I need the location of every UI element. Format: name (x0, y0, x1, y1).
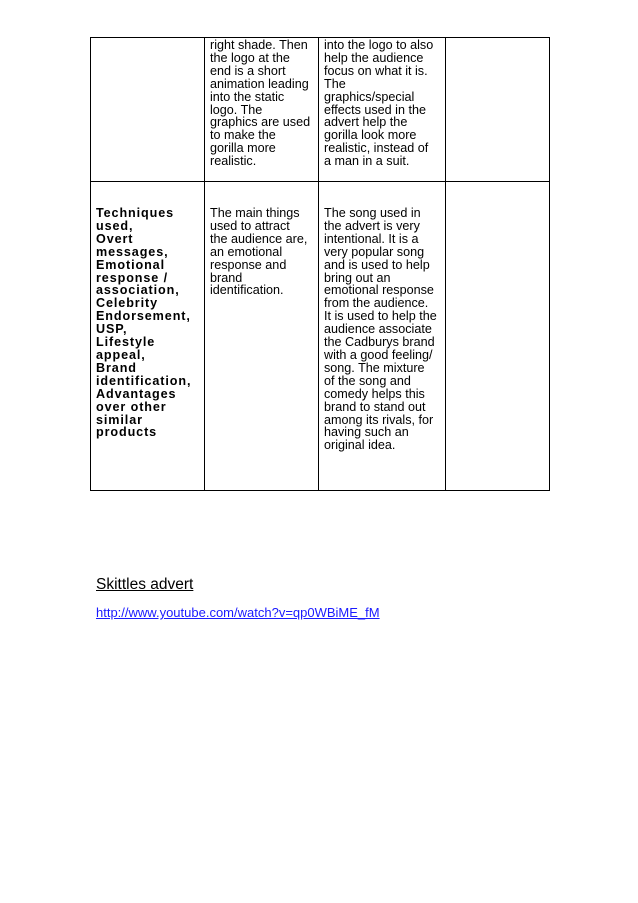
row-header-techniques: Techniques used, Overt messages, Emotional response / association, Celebrity Endorsement, USP, Lifestyle appeal, Brand identification, Advantages over other similar products (91, 182, 205, 491)
table-cell-row1-col3: into the logo to also help the audience focus on what it is. The graphics/special effects used in the advert help the gorilla look more realistic, instead of a man in a suit. (319, 38, 446, 182)
table-row (91, 38, 550, 182)
table-cell-row1-col1 (91, 38, 205, 182)
table-cell-row1-col4 (446, 38, 550, 182)
video-link[interactable]: http://www.youtube.com/watch?v=qp0WBiME_fM (96, 605, 380, 620)
table-cell-row2-col3: The song used in the advert is very intentional. It is a very popular song and is used to help bring out an emotional response from the audience. It is used to help the audience associate the Cadburys brand with a good feeling/ song. The mixture of the song and comedy helps this brand to stand out among its rivals, for having such an original idea. (319, 182, 446, 491)
table-cell-row1-col2: right shade. Then the logo at the end is a short animation leading into the static logo. The graphics are used to make the gorilla more realistic. (205, 38, 319, 182)
section-title: Skittles advert (96, 576, 194, 593)
table-cell-row2-col4 (446, 182, 550, 491)
analysis-table (90, 37, 550, 491)
table-cell-row2-col2: The main things used to attract the audience are, an emotional response and brand identification. (205, 182, 319, 491)
table-row (91, 182, 550, 491)
